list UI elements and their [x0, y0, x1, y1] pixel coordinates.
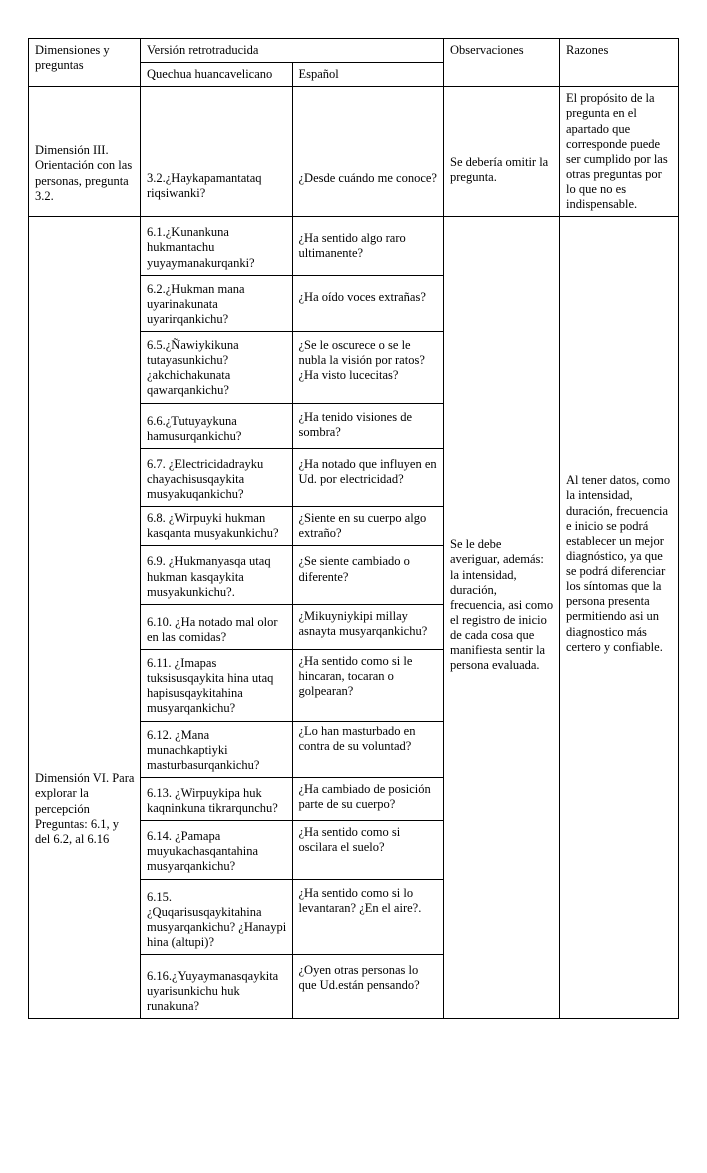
cell-quechua-6-13: 6.13. ¿Wirpuykipa huk kaqninkuna tikrarqunchu?	[141, 777, 293, 820]
cell-espanol-6-9: ¿Se siente cambiado o diferente?	[292, 546, 444, 604]
cell-quechua-6-11: 6.11. ¿Imapas tuksisusqaykita hina utaq hapisusqaykitahina musyarqankichu?	[141, 650, 293, 722]
header-observaciones: Observaciones	[444, 39, 560, 87]
cell-espanol-3-2: ¿Desde cuándo me conoce?	[292, 87, 444, 217]
cell-dimension-6	[29, 217, 141, 1019]
cell-quechua-6-6: 6.6.¿Tutuyaykuna hamusurqankichu?	[141, 403, 293, 448]
document-page	[28, 38, 679, 1019]
cell-observaciones-3: Se debería omitir la pregunta.	[444, 87, 560, 217]
cell-quechua-6-12: 6.12. ¿Mana munachkaptiyki masturbasurqankichu?	[141, 721, 293, 777]
cell-dimension-3: Dimensión III. Orientación con las personas, pregunta 3.2.	[29, 87, 141, 217]
cell-quechua-6-8: 6.8. ¿Wirpuyki hukman kasqanta musyakunkichu?	[141, 507, 293, 546]
cell-espanol-6-1: ¿Ha sentido algo raro ultimanente?	[292, 217, 444, 275]
header-espanol: Español	[292, 63, 444, 87]
cell-quechua-6-1: 6.1.¿Kunankuna hukmantachu yuyaymanakurqanki?	[141, 217, 293, 275]
cell-espanol-6-5: ¿Se le oscurece o se le nubla la visión por ratos? ¿Ha visto lucecitas?	[292, 332, 444, 404]
cell-observaciones-6-text: Se le debe averiguar, además: la intensidad, duración, frecuencia, asi como el registro de inicio de cada cosa que manifiesta sentir la persona evaluada.	[450, 537, 554, 673]
cell-espanol-6-2: ¿Ha oído voces extrañas?	[292, 275, 444, 331]
cell-quechua-6-9: 6.9. ¿Hukmanyasqa utaq hukman kasqaykita musyakunkichu?.	[141, 546, 293, 604]
cell-espanol-6-11: ¿Ha sentido como si le hincaran, tocaran o golpearan?	[292, 650, 444, 722]
table-row	[29, 87, 679, 217]
cell-quechua-6-7: 6.7. ¿Electricidadrayku chayachisusqaykita musyakuqankichu?	[141, 448, 293, 506]
cell-espanol-6-15: ¿Ha sentido como si lo levantaran? ¿En el aire?.	[292, 879, 444, 955]
table-header-row-1	[29, 39, 679, 63]
cell-espanol-6-14: ¿Ha sentido como si oscilara el suelo?	[292, 821, 444, 879]
cell-quechua-6-10: 6.10. ¿Ha notado mal olor en las comidas?	[141, 604, 293, 649]
header-quechua: Quechua huancavelicano	[141, 63, 293, 87]
cell-espanol-6-16: ¿Oyen otras personas lo que Ud.están pensando?	[292, 955, 444, 1019]
retranslation-table	[28, 38, 679, 1019]
cell-quechua-3-2: 3.2.¿Haykapamantataq riqsiwanki?	[141, 87, 293, 217]
cell-espanol-6-8: ¿Siente en su cuerpo algo extraño?	[292, 507, 444, 546]
cell-quechua-6-5: 6.5.¿Ñawiykikuna tutayasunkichu? ¿akchichakunata qawarqankichu?	[141, 332, 293, 404]
cell-espanol-6-7: ¿Ha notado que influyen en Ud. por electricidad?	[292, 448, 444, 506]
header-version: Versión retrotraducida	[141, 39, 444, 63]
cell-razones-6	[560, 217, 679, 1019]
cell-espanol-6-13: ¿Ha cambiado de posición parte de su cuerpo?	[292, 777, 444, 820]
cell-quechua-6-15: 6.15.¿Quqarisusqaykitahina musyarqankichu? ¿Hanaypi hina (altupi)?	[141, 879, 293, 955]
cell-espanol-6-12: ¿Lo han masturbado en contra de su voluntad?	[292, 721, 444, 777]
cell-quechua-6-14: 6.14. ¿Pamapa muyukachasqantahina musyarqankichu?	[141, 821, 293, 879]
table-row	[29, 217, 679, 275]
cell-observaciones-6	[444, 217, 560, 1019]
cell-dimension-6-text: Dimensión VI. Para explorar la percepción Preguntas: 6.1, y del 6.2, al 6.16	[35, 771, 135, 846]
cell-quechua-6-2: 6.2.¿Hukman mana uyarinakunata uyarirqankichu?	[141, 275, 293, 331]
cell-razones-6-text: Al tener datos, como la intensidad, duración, frecuencia e inicio se podrá establecer un mejor diagnóstico, ya que se podrá diferenciar los síntomas que la persona presenta permitiendo asi un diagnostico más certero y confiable.	[566, 473, 671, 654]
cell-razones-3: El propósito de la pregunta en el apartado que corresponde puede ser cumplido por las otras preguntas por lo que no es indispensable.	[560, 87, 679, 217]
cell-espanol-6-10: ¿Mikuyniykipi millay asnayta musyarqankichu?	[292, 604, 444, 649]
header-razones: Razones	[560, 39, 679, 87]
cell-espanol-6-6: ¿Ha tenido visiones de sombra?	[292, 403, 444, 448]
header-dimensions: Dimensiones y preguntas	[29, 39, 141, 87]
cell-quechua-6-16: 6.16.¿Yuyaymanasqaykita uyarisunkichu huk runakuna?	[141, 955, 293, 1019]
